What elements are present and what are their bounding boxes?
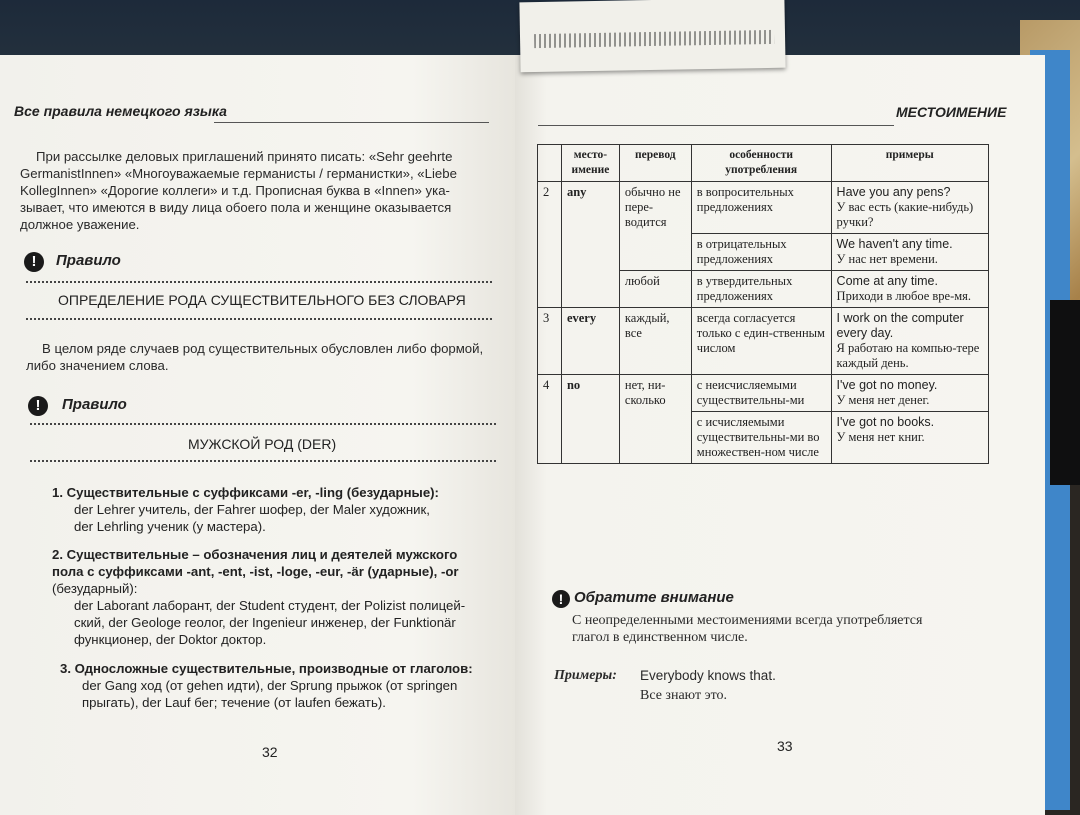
intro-line: GermanistInnen» «Многоуважаемые германисты / германистки», «Liebe	[20, 166, 457, 181]
example-en: Come at any time.	[836, 274, 938, 288]
example-ru: У меня нет книг.	[836, 430, 925, 444]
example-ru: У меня нет денег.	[836, 393, 930, 407]
example-en: We haven't any time.	[836, 237, 953, 251]
example-cell	[831, 375, 988, 412]
row-number: 3	[538, 308, 562, 375]
item-line: 2. Существительные – обозначения лиц и деятелей мужского	[52, 547, 458, 562]
example-ru: Я работаю на компью-тере каждый день.	[836, 341, 980, 370]
usage-cell: в утвердительных предложениях	[691, 271, 831, 308]
example-cell	[831, 271, 988, 308]
note-line: С неопределенными местоимениями всегда употребляется	[572, 613, 923, 628]
header-examples: примеры	[831, 145, 988, 182]
table-row	[538, 182, 989, 234]
rule1-bottom-divider	[26, 318, 492, 320]
item-line: der Lehrer учитель, der Fahrer шофер, der Maler художник,	[74, 502, 430, 517]
bookmark	[1050, 300, 1080, 485]
example-en: I've got no books.	[836, 415, 935, 429]
item-line: функционер, der Doktor доктор.	[74, 632, 267, 647]
example-ru: У вас есть (какие-нибудь) ручки?	[836, 200, 974, 229]
exclamation-icon: !	[552, 590, 570, 608]
usage-cell: с неисчисляемыми существительны-ми	[691, 375, 831, 412]
example-en: Have you any pens?	[836, 185, 951, 199]
rule2-item-3	[60, 660, 505, 711]
item-line: (безударный):	[52, 581, 138, 596]
example-cell	[831, 182, 988, 234]
header-pronoun: место-имение	[561, 145, 619, 182]
rule2-top-divider	[30, 423, 496, 425]
table-row	[538, 308, 989, 375]
example-en: I work on the computer every day.	[836, 311, 964, 340]
left-page-number: 32	[262, 744, 278, 760]
row-number: 4	[538, 375, 562, 464]
intro-line: При рассылке деловых приглашений принято писать: «Sehr geehrte	[36, 149, 453, 164]
pronoun-cell: no	[561, 375, 619, 464]
example-cell	[831, 308, 988, 375]
rule1-text-line: В целом ряде случаев род существительных обусловлен либо формой,	[42, 341, 484, 356]
translation-cell: каждый, все	[619, 308, 691, 375]
rule1-label: Правило	[56, 252, 121, 269]
usage-cell: с исчисляемыми существительны-ми во множествен-ном числе	[691, 412, 831, 464]
example-ru-note: Все знают это.	[640, 688, 728, 703]
intro-line: KollegInnen» «Дорогие коллеги» и т.д. Прописная буква в «Innen» ука-	[20, 183, 450, 198]
note-line: глагол в единственном числе.	[572, 630, 748, 645]
examples-label: Примеры:	[554, 668, 617, 683]
rule1-title: ОПРЕДЕЛЕНИЕ РОДА СУЩЕСТВИТЕЛЬНОГО БЕЗ СЛОВАРЯ	[58, 292, 466, 308]
usage-cell: в отрицательных предложениях	[691, 234, 831, 271]
item-line: 3. Односложные существительные, производные от глаголов:	[60, 661, 473, 676]
example-cell	[831, 412, 988, 464]
right-head-rule	[538, 125, 894, 126]
note-label: Обратите внимание	[574, 589, 734, 606]
rule2-item-1	[52, 484, 502, 535]
usage-cell: всегда согласуется только с един-ственным числом	[691, 308, 831, 375]
rule1-text-line: либо значением слова.	[26, 358, 169, 373]
example-ru: Приходи в любое вре-мя.	[836, 289, 972, 303]
left-running-head: Все правила немецкого языка	[14, 103, 227, 119]
pronoun-cell: every	[561, 308, 619, 375]
pronoun-table	[537, 144, 989, 464]
right-page-number: 33	[777, 738, 793, 754]
item-line: der Gang ход (от gehen идти), der Sprung прыжок (от springen	[82, 678, 458, 693]
translation-cell: нет, ни-сколько	[619, 375, 691, 464]
item-line: der Laborant лаборант, der Student студент, der Polizist полицей-	[74, 598, 466, 613]
table-header-row	[538, 145, 989, 182]
rule1-text	[26, 340, 496, 374]
example-en: I've got no money.	[836, 378, 938, 392]
item-line: 1. Существительные с суффиксами -er, -ling (безударные):	[52, 485, 439, 500]
intro-line: должное уважение.	[20, 217, 140, 232]
left-head-rule	[214, 122, 489, 123]
example-en-note: Everybody knows that.	[640, 668, 776, 683]
rule2-label: Правило	[62, 396, 127, 413]
row-number: 2	[538, 182, 562, 308]
note-text	[556, 612, 1016, 646]
paper-tag	[519, 0, 785, 72]
rule1-top-divider	[26, 281, 492, 283]
intro-line: зывает, что имеются в виду лица обоего пола и женщине оказывается	[20, 200, 452, 215]
item-line: ский, der Geologe геолог, der Ingenieur инженер, der Funktionär	[74, 615, 456, 630]
intro-paragraph	[20, 148, 505, 233]
item-line: der Lehrling ученик (у мастера).	[74, 519, 266, 534]
pronoun-cell: any	[561, 182, 619, 308]
example-cell	[831, 234, 988, 271]
exclamation-icon: !	[28, 396, 48, 416]
item-line: прыгать), der Lauf бег; течение (от laufen бежать).	[82, 695, 386, 710]
item-line: пола с суффиксами -ant, -ent, -ist, -loge, -eur, -är (ударные), -or	[52, 564, 459, 579]
translation-cell: любой	[619, 271, 691, 308]
example-ru: У нас нет времени.	[836, 252, 938, 266]
rule2-title: МУЖСКОЙ РОД (DER)	[188, 436, 337, 452]
usage-cell: в вопросительных предложениях	[691, 182, 831, 234]
header-usage: особенности употребления	[691, 145, 831, 182]
header-translation: перевод	[619, 145, 691, 182]
table-row	[538, 375, 989, 412]
exclamation-icon: !	[24, 252, 44, 272]
right-running-head: МЕСТОИМЕНИЕ	[896, 104, 1007, 120]
rule2-item-2	[52, 546, 502, 648]
rule2-bottom-divider	[30, 460, 496, 462]
translation-cell: обычно не пере-водится	[619, 182, 691, 271]
